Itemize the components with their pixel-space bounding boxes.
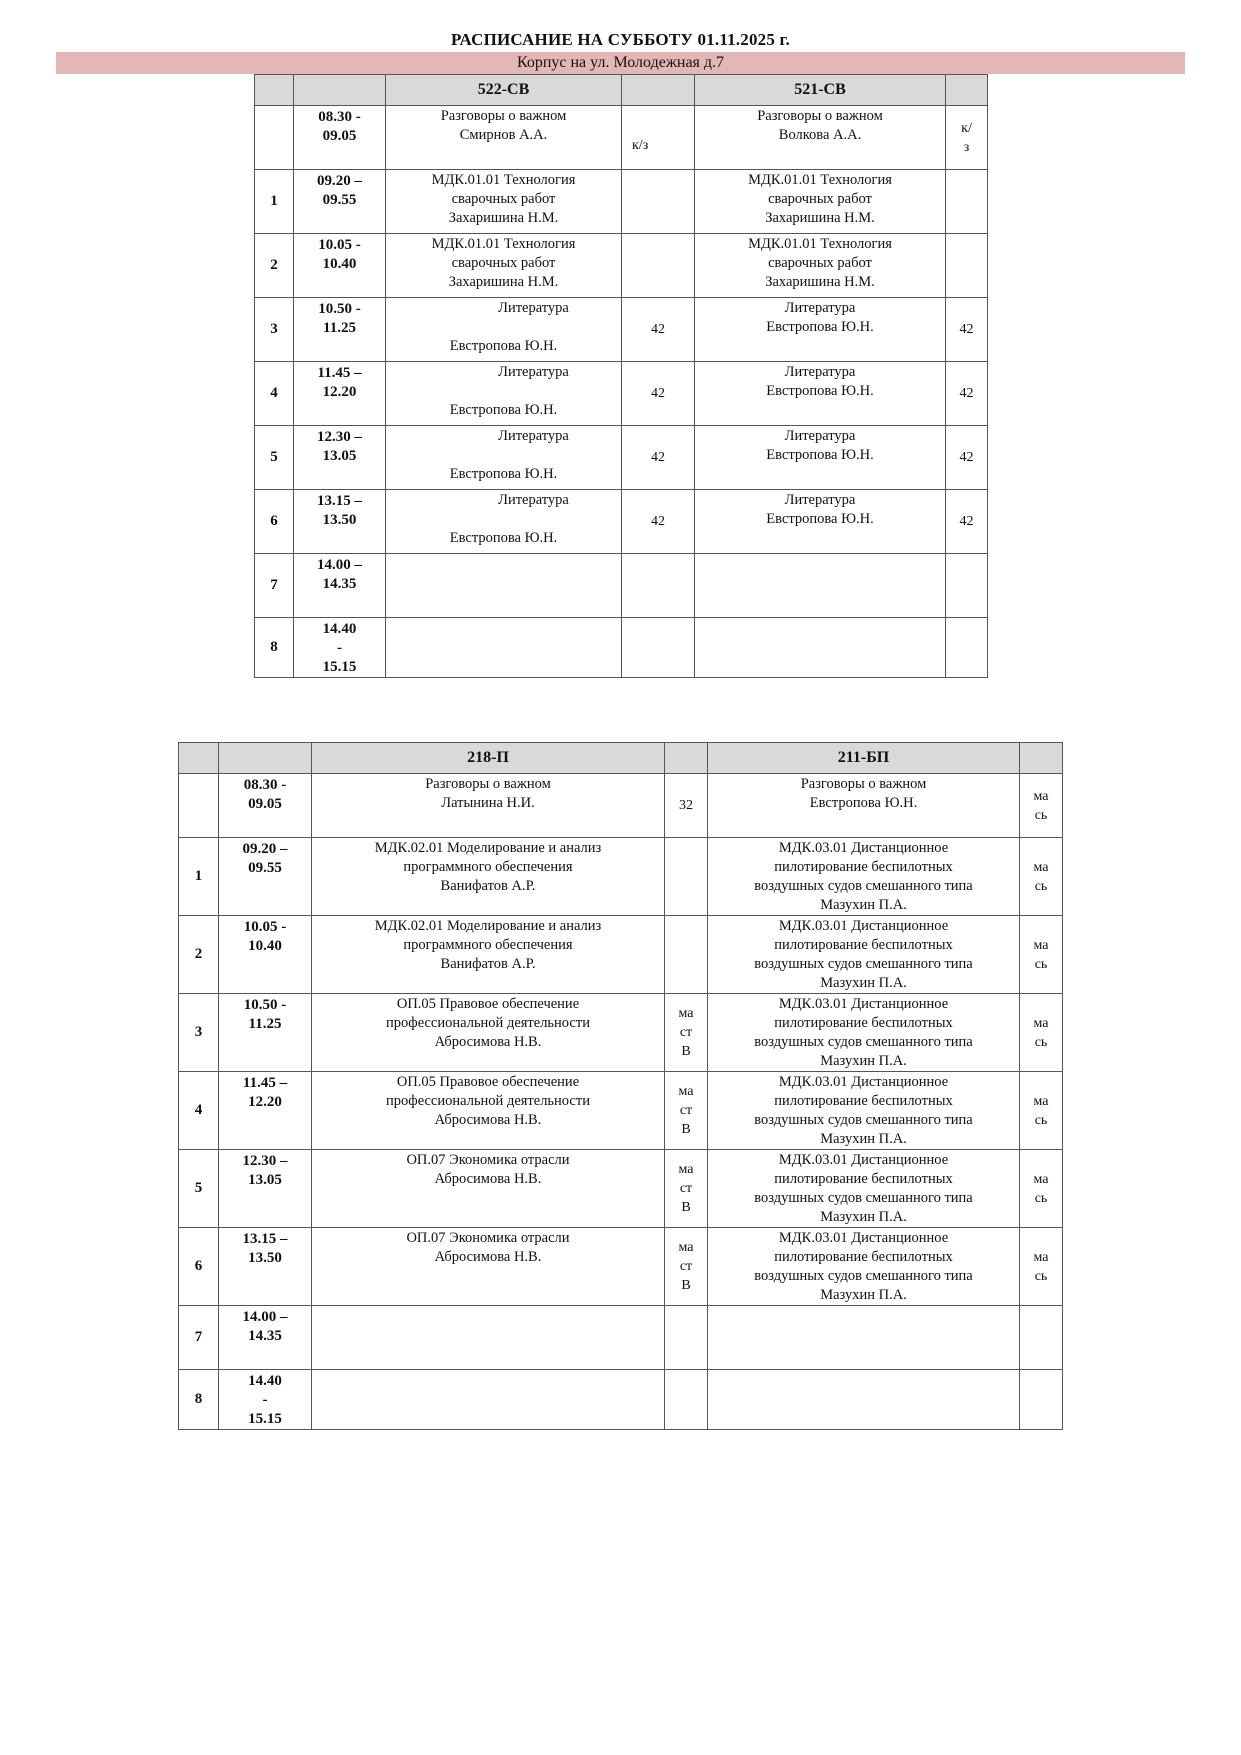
- subject-line: Литература: [784, 300, 856, 316]
- schedule-table-1: [254, 74, 988, 678]
- table-row: [179, 838, 1063, 916]
- room-cell: [1020, 916, 1063, 994]
- table-row: [255, 170, 988, 234]
- subject-cell: [708, 838, 1020, 916]
- time-line: 13.15 –: [317, 493, 362, 509]
- room-part: сь: [1034, 1034, 1048, 1050]
- subject-line: МДК.03.01 Дистанционное: [778, 1074, 949, 1090]
- lesson-time: [219, 1072, 312, 1150]
- subject-cell: [312, 994, 665, 1072]
- teacher-name: Мазухин П.А.: [820, 1287, 907, 1303]
- time-line: 13.50: [248, 1250, 282, 1266]
- teacher-name: Захаришина Н.М.: [448, 210, 559, 226]
- header-time: [294, 75, 386, 106]
- room-cell: 42: [946, 298, 988, 362]
- room-part: ст: [679, 1025, 693, 1040]
- room-part: ма: [1033, 1249, 1049, 1265]
- time-line: 09.05: [248, 796, 282, 812]
- subject-cell: [386, 234, 622, 298]
- subject-cell: [708, 1228, 1020, 1306]
- lesson-time: [294, 554, 386, 618]
- subject-line: профессиональной деятельности: [386, 1015, 590, 1031]
- spacer: [386, 318, 621, 337]
- lesson-time: [219, 774, 312, 838]
- room-cell: [1020, 1150, 1063, 1228]
- room-part: ма: [1033, 859, 1049, 875]
- room-cell: [665, 838, 708, 916]
- time-line: 10.05 -: [243, 919, 287, 935]
- room-part: В: [681, 1122, 691, 1137]
- subject-line: МДК.03.01 Дистанционное: [778, 1152, 949, 1168]
- room-cell: [665, 1228, 708, 1306]
- time-line: 14.40: [322, 621, 357, 637]
- subject-cell: [386, 106, 622, 170]
- room-cell: [946, 106, 988, 170]
- teacher-name: Латынина Н.И.: [441, 795, 535, 811]
- lesson-time: [294, 298, 386, 362]
- subject-cell: [312, 838, 665, 916]
- lesson-time: [294, 618, 386, 678]
- table-row: [179, 1150, 1063, 1228]
- lesson-time: [219, 916, 312, 994]
- room-cell: [665, 1150, 708, 1228]
- lesson-number: 3: [179, 994, 219, 1072]
- subject-cell: [312, 1150, 665, 1228]
- room-cell: [1020, 994, 1063, 1072]
- time-line: 14.00 –: [317, 557, 362, 573]
- time-line: 10.50 -: [318, 301, 361, 317]
- lesson-number: 2: [255, 234, 294, 298]
- subject-cell: [695, 106, 946, 170]
- teacher-name: Евстропова Ю.Н.: [766, 383, 874, 399]
- room-part: сь: [1034, 807, 1048, 823]
- time-line: 11.45 –: [242, 1075, 288, 1091]
- room-part: В: [681, 1200, 691, 1215]
- room-part: ст: [679, 1259, 693, 1274]
- room-cell: 42: [622, 490, 695, 554]
- subject-line: МДК.01.01 Технология: [748, 236, 892, 252]
- subject-line: программного обеспечения: [403, 859, 573, 875]
- subject-cell: [708, 1150, 1020, 1228]
- time-line: 09.55: [322, 192, 357, 208]
- room-cell: 42: [946, 426, 988, 490]
- room-cell: 32: [665, 774, 708, 838]
- lesson-number: 2: [179, 916, 219, 994]
- teacher-name: Евстропова Ю.Н.: [766, 511, 874, 527]
- teacher-name: Мазухин П.А.: [820, 897, 907, 913]
- room-cell: [665, 916, 708, 994]
- header-room: [946, 75, 988, 106]
- room-part: сь: [1034, 956, 1048, 972]
- subject-cell: [695, 170, 946, 234]
- room-part: ма: [678, 1240, 694, 1255]
- teacher-name: Евстропова Ю.Н.: [766, 319, 874, 335]
- lesson-number: 6: [179, 1228, 219, 1306]
- room-cell: [946, 618, 988, 678]
- subject-line: МДК.02.01 Моделирование и анализ: [374, 840, 602, 856]
- page-title: РАСПИСАНИЕ НА СУББОТУ 01.11.2025 г.: [451, 30, 790, 49]
- time-line: 09.20 –: [317, 173, 362, 189]
- subject-line: ОП.05 Правовое обеспечение: [396, 996, 580, 1012]
- subject-cell: [708, 994, 1020, 1072]
- subject-cell: [695, 618, 946, 678]
- subject-line: сварочных работ: [451, 191, 556, 207]
- lesson-number: 4: [255, 362, 294, 426]
- table-row: [179, 1306, 1063, 1370]
- subject-line: сварочных работ: [768, 255, 872, 271]
- time-line: 12.20: [248, 1094, 282, 1110]
- teacher-name: Захаришина Н.М.: [448, 274, 559, 290]
- time-line: 10.40: [248, 938, 282, 954]
- lesson-time: [219, 1150, 312, 1228]
- subject-line: воздушных судов смешанного типа: [754, 878, 973, 894]
- lesson-number: 5: [255, 426, 294, 490]
- subject-line: МДК.03.01 Дистанционное: [778, 918, 949, 934]
- subject-line: МДК.03.01 Дистанционное: [778, 1230, 949, 1246]
- time-line: 14.40: [248, 1373, 282, 1389]
- lesson-time: [294, 490, 386, 554]
- subject-cell: [695, 362, 946, 426]
- table-row: [179, 1228, 1063, 1306]
- time-line: 13.05: [322, 448, 357, 464]
- teacher-name: Абросимова Н.В.: [434, 1249, 542, 1265]
- subject-line: пилотирование беспилотных: [774, 1249, 953, 1265]
- time-line: 09.05: [322, 128, 357, 144]
- subject-line: воздушных судов смешанного типа: [754, 956, 973, 972]
- subject-cell: [386, 170, 622, 234]
- subject-cell: [386, 618, 622, 678]
- subject-cell: [386, 298, 622, 362]
- time-line: 10.05 -: [318, 237, 361, 253]
- lesson-number: 1: [255, 170, 294, 234]
- lesson-time: [294, 170, 386, 234]
- room-cell: [665, 994, 708, 1072]
- lesson-time: [219, 994, 312, 1072]
- time-line: 08.30 -: [243, 777, 287, 793]
- table-row: [255, 554, 988, 618]
- subject-cell: [312, 1306, 665, 1370]
- subject-line: пилотирование беспилотных: [774, 1093, 953, 1109]
- table-row: [255, 362, 988, 426]
- room-cell: 42: [946, 362, 988, 426]
- lesson-time: [294, 362, 386, 426]
- teacher-name: Захаришина Н.М.: [765, 274, 875, 290]
- subject-line: ОП.07 Экономика отрасли: [406, 1230, 570, 1246]
- time-line: -: [337, 640, 342, 656]
- teacher-name: Абросимова Н.В.: [434, 1112, 542, 1128]
- table-row: [179, 1072, 1063, 1150]
- header-room: [665, 743, 708, 774]
- lesson-number: 7: [179, 1306, 219, 1370]
- group-header: 521-СВ: [695, 75, 946, 106]
- subject-cell: [386, 554, 622, 618]
- room-part: ма: [1033, 1171, 1049, 1187]
- subject-line: Разговоры о важном: [425, 776, 551, 792]
- subject-line: воздушных судов смешанного типа: [754, 1034, 973, 1050]
- room-cell: 42: [622, 298, 695, 362]
- subject-line: Литература: [498, 428, 569, 444]
- spacer: [386, 510, 621, 529]
- spacer: [386, 446, 621, 465]
- lesson-number: 5: [179, 1150, 219, 1228]
- lesson-number: 6: [255, 490, 294, 554]
- subject-cell: [695, 298, 946, 362]
- subject-line: воздушных судов смешанного типа: [754, 1268, 973, 1284]
- subject-line: МДК.01.01 Технология: [431, 172, 576, 188]
- time-line: 08.30 -: [318, 109, 361, 125]
- room-cell: к/з: [622, 106, 695, 170]
- time-line: 11.45 –: [317, 365, 362, 381]
- room-cell: [1020, 838, 1063, 916]
- room-part: ст: [679, 1181, 693, 1196]
- lesson-time: [219, 1228, 312, 1306]
- lesson-time: [294, 426, 386, 490]
- header-num: [179, 743, 219, 774]
- room-part: сь: [1034, 1268, 1048, 1284]
- subject-line: МДК.03.01 Дистанционное: [778, 996, 949, 1012]
- subject-cell: [708, 916, 1020, 994]
- table-row: [179, 774, 1063, 838]
- subject-line: МДК.02.01 Моделирование и анализ: [374, 918, 602, 934]
- room-cell: [665, 1072, 708, 1150]
- room-cell: [1020, 1228, 1063, 1306]
- time-line: -: [262, 1392, 268, 1408]
- room-part: сь: [1034, 1190, 1048, 1206]
- subject-line: МДК.01.01 Технология: [748, 172, 892, 188]
- room-cell: 42: [622, 362, 695, 426]
- subject-line: Литература: [784, 428, 856, 444]
- teacher-name: Ванифатов А.Р.: [440, 956, 536, 972]
- room-part: ма: [1033, 937, 1049, 953]
- subject-cell: [312, 1370, 665, 1430]
- subject-line: Разговоры о важном: [440, 108, 567, 124]
- time-line: 10.40: [322, 256, 357, 272]
- subject-cell: [695, 234, 946, 298]
- teacher-name: Евстропова Ю.Н.: [809, 795, 918, 811]
- room-part: к/: [961, 120, 972, 136]
- lesson-number: 7: [255, 554, 294, 618]
- time-line: 14.00 –: [242, 1309, 288, 1325]
- teacher-name: Мазухин П.А.: [820, 975, 907, 991]
- subject-cell: [708, 774, 1020, 838]
- subject-line: ОП.07 Экономика отрасли: [406, 1152, 570, 1168]
- subject-cell: [695, 554, 946, 618]
- time-line: 14.35: [248, 1328, 282, 1344]
- teacher-name: Волкова А.А.: [778, 127, 862, 143]
- subject-line: МДК.03.01 Дистанционное: [778, 840, 949, 856]
- room-part: сь: [1034, 1112, 1048, 1128]
- room-part: ма: [1033, 788, 1049, 804]
- teacher-name: Евстропова Ю.Н.: [449, 402, 558, 418]
- lesson-time: [219, 1370, 312, 1430]
- subject-line: программного обеспечения: [403, 937, 573, 953]
- table-row: [255, 490, 988, 554]
- teacher-name: Евстропова Ю.Н.: [449, 338, 558, 354]
- room-part: ст: [679, 1103, 693, 1118]
- header-time: [219, 743, 312, 774]
- lesson-number: [179, 774, 219, 838]
- teacher-name: Захаришина Н.М.: [765, 210, 875, 226]
- header-room: [622, 75, 695, 106]
- room-part: В: [681, 1044, 691, 1059]
- header-num: [255, 75, 294, 106]
- teacher-name: Мазухин П.А.: [820, 1209, 907, 1225]
- subject-line: Литература: [784, 364, 856, 380]
- room-cell: [665, 1306, 708, 1370]
- subject-line: Литература: [498, 364, 569, 380]
- subject-cell: [695, 490, 946, 554]
- subject-cell: [708, 1370, 1020, 1430]
- building-banner: Корпус на ул. Молодежная д.7: [56, 52, 1185, 74]
- subject-line: пилотирование беспилотных: [774, 937, 953, 953]
- subject-line: Разговоры о важном: [800, 776, 927, 792]
- subject-line: сварочных работ: [768, 191, 872, 207]
- room-part: ма: [678, 1162, 694, 1177]
- time-line: 09.55: [248, 860, 282, 876]
- subject-cell: [312, 1072, 665, 1150]
- subject-line: Литература: [784, 492, 856, 508]
- group-header: 218-П: [312, 743, 665, 774]
- room-cell: [622, 554, 695, 618]
- subject-cell: [312, 916, 665, 994]
- lesson-number: 1: [179, 838, 219, 916]
- table-row: [179, 994, 1063, 1072]
- room-cell: [1020, 1370, 1063, 1430]
- time-line: 12.30 –: [317, 429, 362, 445]
- time-line: 12.20: [322, 384, 357, 400]
- time-line: 11.25: [323, 320, 356, 336]
- table-row: [255, 106, 988, 170]
- lesson-number: 4: [179, 1072, 219, 1150]
- teacher-name: Евстропова Ю.Н.: [449, 466, 558, 482]
- room-cell: [622, 170, 695, 234]
- lesson-time: [294, 106, 386, 170]
- lesson-number: [255, 106, 294, 170]
- teacher-name: Мазухин П.А.: [820, 1131, 907, 1147]
- table-row: [255, 618, 988, 678]
- subject-cell: [386, 362, 622, 426]
- room-cell: [622, 234, 695, 298]
- room-part: ма: [1033, 1015, 1049, 1031]
- subject-cell: [386, 426, 622, 490]
- subject-line: пилотирование беспилотных: [774, 1015, 953, 1031]
- room-part: В: [681, 1278, 691, 1293]
- time-line: 14.35: [322, 576, 357, 592]
- time-line: 09.20 –: [242, 841, 288, 857]
- subject-line: МДК.01.01 Технология: [431, 236, 576, 252]
- subject-cell: [386, 490, 622, 554]
- room-part: ма: [678, 1084, 694, 1099]
- lesson-time: [294, 234, 386, 298]
- teacher-name: Евстропова Ю.Н.: [449, 530, 558, 546]
- time-line: 12.30 –: [242, 1153, 288, 1169]
- teacher-name: Мазухин П.А.: [820, 1053, 907, 1069]
- teacher-name: Ванифатов А.Р.: [440, 878, 536, 894]
- subject-line: Литература: [498, 300, 569, 316]
- lesson-time: [219, 838, 312, 916]
- lesson-time: [219, 1306, 312, 1370]
- subject-line: профессиональной деятельности: [386, 1093, 590, 1109]
- room-cell: [946, 170, 988, 234]
- table-header-row: [255, 75, 988, 106]
- table-row: [179, 1370, 1063, 1430]
- subject-line: воздушных судов смешанного типа: [754, 1190, 973, 1206]
- room-part: ма: [678, 1006, 694, 1021]
- teacher-name: Абросимова Н.В.: [434, 1034, 542, 1050]
- group-header: 522-СВ: [386, 75, 622, 106]
- time-line: 13.15 –: [242, 1231, 288, 1247]
- subject-cell: [708, 1072, 1020, 1150]
- time-line: 13.50: [322, 512, 357, 528]
- table-row: [255, 426, 988, 490]
- table-row: [255, 298, 988, 362]
- spacer: [386, 382, 621, 401]
- room-part: сь: [1034, 878, 1048, 894]
- time-line: 13.05: [248, 1172, 282, 1188]
- room-cell: [1020, 774, 1063, 838]
- time-line: 15.15: [322, 659, 357, 675]
- room-cell: [1020, 1072, 1063, 1150]
- subject-line: сварочных работ: [451, 255, 556, 271]
- subject-cell: [312, 1228, 665, 1306]
- subject-line: пилотирование беспилотных: [774, 1171, 953, 1187]
- subject-cell: [708, 1306, 1020, 1370]
- room-cell: 42: [946, 490, 988, 554]
- teacher-name: Евстропова Ю.Н.: [766, 447, 874, 463]
- table-header-row: [179, 743, 1063, 774]
- table-row: [179, 916, 1063, 994]
- lesson-number: 8: [179, 1370, 219, 1430]
- lesson-number: 3: [255, 298, 294, 362]
- room-cell: 42: [622, 426, 695, 490]
- group-header: 211-БП: [708, 743, 1020, 774]
- subject-cell: [312, 774, 665, 838]
- subject-line: воздушных судов смешанного типа: [754, 1112, 973, 1128]
- table-row: [255, 234, 988, 298]
- time-line: 10.50 -: [243, 997, 287, 1013]
- subject-line: Литература: [498, 492, 569, 508]
- time-line: 11.25: [248, 1016, 282, 1032]
- teacher-name: Абросимова Н.В.: [434, 1171, 542, 1187]
- schedule-table-2: [178, 742, 1063, 1430]
- room-cell: [665, 1370, 708, 1430]
- subject-line: ОП.05 Правовое обеспечение: [396, 1074, 580, 1090]
- teacher-name: Смирнов А.А.: [459, 127, 548, 143]
- subject-line: пилотирование беспилотных: [774, 859, 953, 875]
- room-cell: [622, 618, 695, 678]
- time-line: 15.15: [248, 1411, 282, 1427]
- subject-cell: [695, 426, 946, 490]
- room-part: ма: [1033, 1093, 1049, 1109]
- room-cell: [946, 554, 988, 618]
- header-room: [1020, 743, 1063, 774]
- room-cell: [946, 234, 988, 298]
- lesson-number: 8: [255, 618, 294, 678]
- subject-line: Разговоры о важном: [757, 108, 883, 124]
- room-part: з: [963, 139, 970, 155]
- room-cell: [1020, 1306, 1063, 1370]
